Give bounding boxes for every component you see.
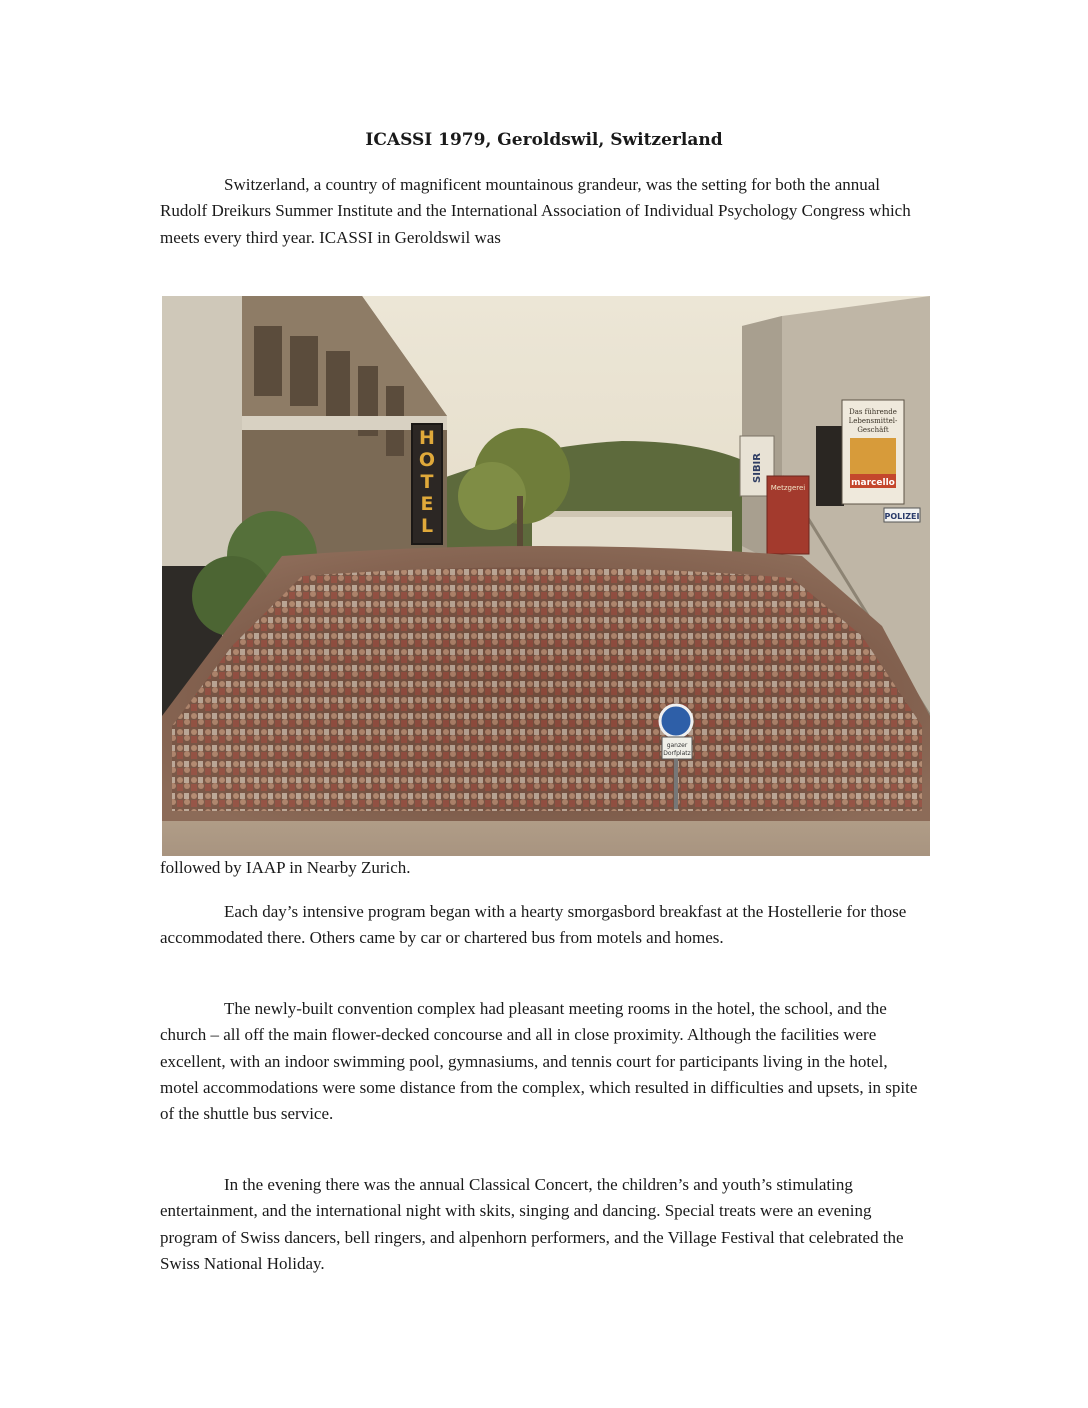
svg-text:L: L: [420, 515, 434, 537]
intro-paragraph: Switzerland, a country of magnificent mountainous grandeur, was the setting for both the annual Rudolf Dreikurs Summer Institute and the International Association of Individual Psychology Congress which meets every third year. ICASSI in Geroldswil was: [160, 175, 911, 247]
after-photo-text: followed by IAAP in Nearby Zurich.: [160, 858, 411, 877]
paragraph-breakfast: Each day’s intensive program began with a hearty smorgasbord breakfast at the Hostellerie for those accommodated there. Others came by car or chartered bus from motels and homes.: [160, 902, 907, 948]
svg-text:H: H: [419, 427, 435, 449]
group-photo: [162, 296, 930, 856]
svg-text:E: E: [420, 493, 434, 515]
svg-text:Das führende: Das führende: [849, 408, 897, 416]
svg-text:T: T: [420, 471, 434, 493]
svg-text:marcello: marcello: [851, 478, 895, 488]
pedestrian-sign: [660, 705, 692, 737]
svg-text:O: O: [418, 449, 436, 471]
svg-text:Geschäft: Geschäft: [857, 426, 889, 434]
svg-text:SIBIR: SIBIR: [752, 453, 763, 483]
svg-text:Metzgerei: Metzgerei: [770, 484, 806, 492]
paragraph-evening: In the evening there was the annual Classical Concert, the children’s and youth’s stimulating entertainment, and the international night with skits, singing and dancing. Special treats were an evening program of Swiss dancers, bell ringers, and alpenhorn performers, and the Village Festival that celebrated the Swiss National Holiday.: [160, 1175, 904, 1273]
svg-text:POLIZEI: POLIZEI: [884, 512, 920, 521]
svg-text:Dorfplatz: Dorfplatz: [663, 750, 691, 757]
page-title: ICASSI 1979, Geroldswil, Switzerland: [365, 130, 723, 150]
svg-text:Lebensmittel-: Lebensmittel-: [848, 417, 898, 425]
svg-text:ganzer: ganzer: [666, 742, 688, 749]
paragraph-complex: The newly-built convention complex had pleasant meeting rooms in the hotel, the school, and the church – all off the main flower-decked concourse and all in close proximity. Although the facilities were excellent, with an indoor swimming pool, gymnasiums, and tennis court for participants living in the hotel, motel accommodations were some distance from the complex, which resulted in difficulties and upsets, in spite of the shuttle bus service.: [160, 999, 918, 1124]
